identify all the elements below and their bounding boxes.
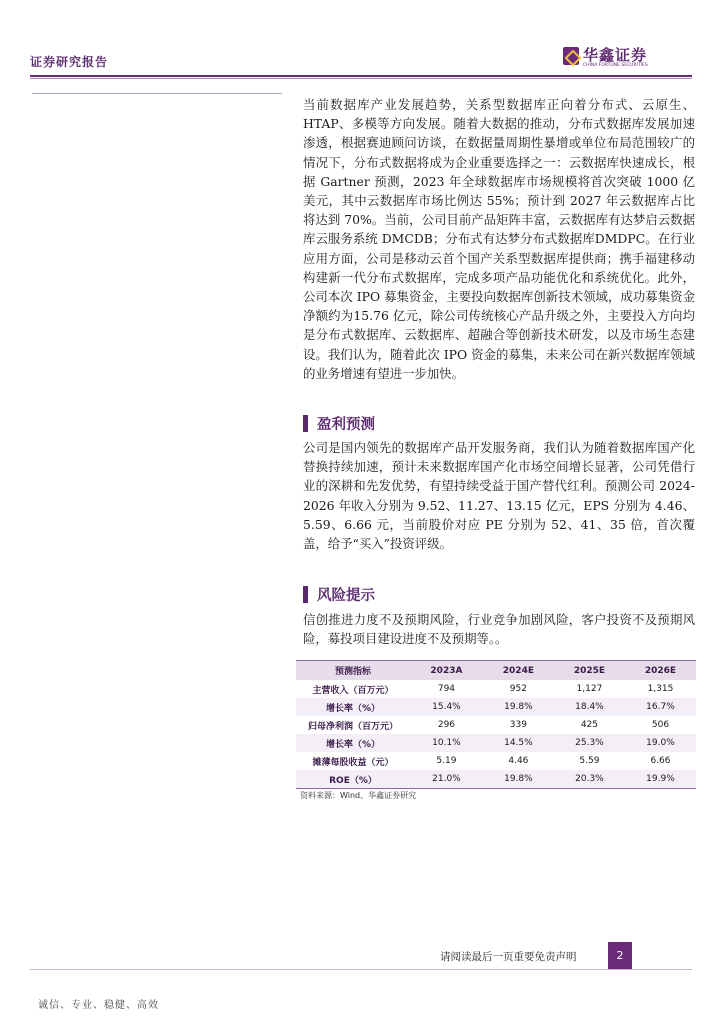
table-cell: 506	[625, 716, 696, 734]
paragraph-profit-forecast: 公司是国内领先的数据库产品开发服务商，我们认为随着数据库国产化替换持续加速，预计未来数据库国产化市场空间增长显著，公司凭借行业的深耕和先发优势，有望持续受益于国产替代红利。预测公司 2024-2026 年收入分别为 9.52、11.27、13.15 亿元，EPS 分别为 4.46、5.59、6.66 元，当前股价对应 PE 分别为 52、41、35 倍，首次覆盖，给予“买入”投资评级。	[303, 440, 695, 552]
table-cell: 952	[483, 680, 554, 698]
table-cell: 14.5%	[483, 734, 554, 752]
page-number: 2	[608, 942, 632, 970]
table-header-cell: 2025E	[554, 661, 625, 681]
logo-text: 华鑫证券	[583, 46, 648, 64]
company-logo	[563, 44, 663, 72]
table-cell: 19.0%	[625, 734, 696, 752]
table-cell: 5.59	[554, 752, 625, 770]
sidebar-divider	[32, 93, 282, 94]
paragraph-industry-trend: 当前数据库产业发展趋势，关系型数据库正向着分布式、云原生、HTAP、多模等方向发展。随着大数据的推动，分布式数据库发展加速渗透，根据赛迪顾问访谈，在数据量周期性暴增或单位布局范围较广的情况下，分布式数据将成为企业重要选择之一：云数据库快速成长，根据 Gartner 预测，2023 年全球数据库市场规模将首次突破 1000 亿美元，其中云数据库市场比例达 55%；预计到 2027 年云数据库占比将达到 70%。当前，公司目前产品矩阵丰富，云数据库有达梦启云数据库云服务系统 DMCDB；分布式有达梦分布式数据库DMDPC。在行业应用方面，公司是移动云首个国产关系型数据库提供商；携手福建移动构建新一代分布式数据库，完成多项产品功能优化和系统优化。此外，公司本次 IPO 募集资金，主要投向数据库创新技术领域，成功募集资金净额约为15.76 亿元，除公司传统核心产品升级之外，主要投入方向均是分布式数据库、云数据库、超融合等创新技术研发，以及市场生态建设。我们认为，随着此次 IPO 资金的募集，未来公司在新兴数据库领域的业务增速有望进一步加快。	[303, 97, 695, 381]
table-cell: 21.0%	[410, 770, 483, 789]
table-header-cell: 2023A	[410, 661, 483, 681]
table-cell: 5.19	[410, 752, 483, 770]
logo-subtext: CHINA FORTUNE SECURITIES	[583, 63, 648, 68]
table-cell: 20.3%	[554, 770, 625, 789]
forecast-table	[296, 660, 696, 789]
report-type-label: 证券研究报告	[30, 55, 109, 69]
table-header-row	[296, 661, 696, 681]
table-row	[296, 752, 696, 770]
table-cell-label: 归母净利润（百万元）	[296, 716, 410, 734]
table-cell: 15.4%	[410, 698, 483, 716]
table-source-note: 资料来源：Wind、华鑫证券研究	[300, 791, 417, 800]
table-cell: 16.7%	[625, 698, 696, 716]
table-cell: 19.8%	[483, 770, 554, 789]
header-divider-thin	[30, 78, 692, 79]
table-cell: 296	[410, 716, 483, 734]
table-cell: 18.4%	[554, 698, 625, 716]
table-row	[296, 698, 696, 716]
header-divider	[30, 75, 692, 77]
footer-motto: 诚信、专业、稳健、高效	[38, 1000, 159, 1011]
table-cell-label: 增长率（%）	[296, 698, 410, 716]
table-cell: 25.3%	[554, 734, 625, 752]
table-cell: 6.66	[625, 752, 696, 770]
table-cell: 794	[410, 680, 483, 698]
section-title: 盈利预测	[317, 417, 375, 433]
table-row	[296, 770, 696, 789]
section-title: 风险提示	[317, 588, 375, 604]
table-cell: 1,127	[554, 680, 625, 698]
table-cell: 1,315	[625, 680, 696, 698]
table-cell: 10.1%	[410, 734, 483, 752]
table-cell-label: 增长率（%）	[296, 734, 410, 752]
table-cell: 19.9%	[625, 770, 696, 789]
table-cell-label: 主营收入（百万元）	[296, 680, 410, 698]
table-cell: 19.8%	[483, 698, 554, 716]
logo-icon	[563, 47, 579, 65]
table-header-cell: 2026E	[625, 661, 696, 681]
paragraph-risk: 信创推进力度不及预期风险，行业竞争加剧风险，客户投资不及预期风险，募投项目建设进度不及预期等。。	[303, 612, 695, 647]
table-cell-label: ROE（%）	[296, 770, 410, 789]
footer-divider	[30, 969, 692, 970]
table-cell-label: 摊薄每股收益（元）	[296, 752, 410, 770]
table-cell: 4.46	[483, 752, 554, 770]
table-row	[296, 680, 696, 698]
section-marker	[303, 586, 308, 603]
disclaimer-link[interactable]: 请阅读最后一页重要免责声明	[440, 951, 577, 963]
table-header-cell: 预测指标	[296, 661, 410, 681]
table-header-cell: 2024E	[483, 661, 554, 681]
table-row	[296, 716, 696, 734]
table-cell: 339	[483, 716, 554, 734]
table-cell: 425	[554, 716, 625, 734]
table-row	[296, 734, 696, 752]
section-marker	[303, 415, 308, 432]
